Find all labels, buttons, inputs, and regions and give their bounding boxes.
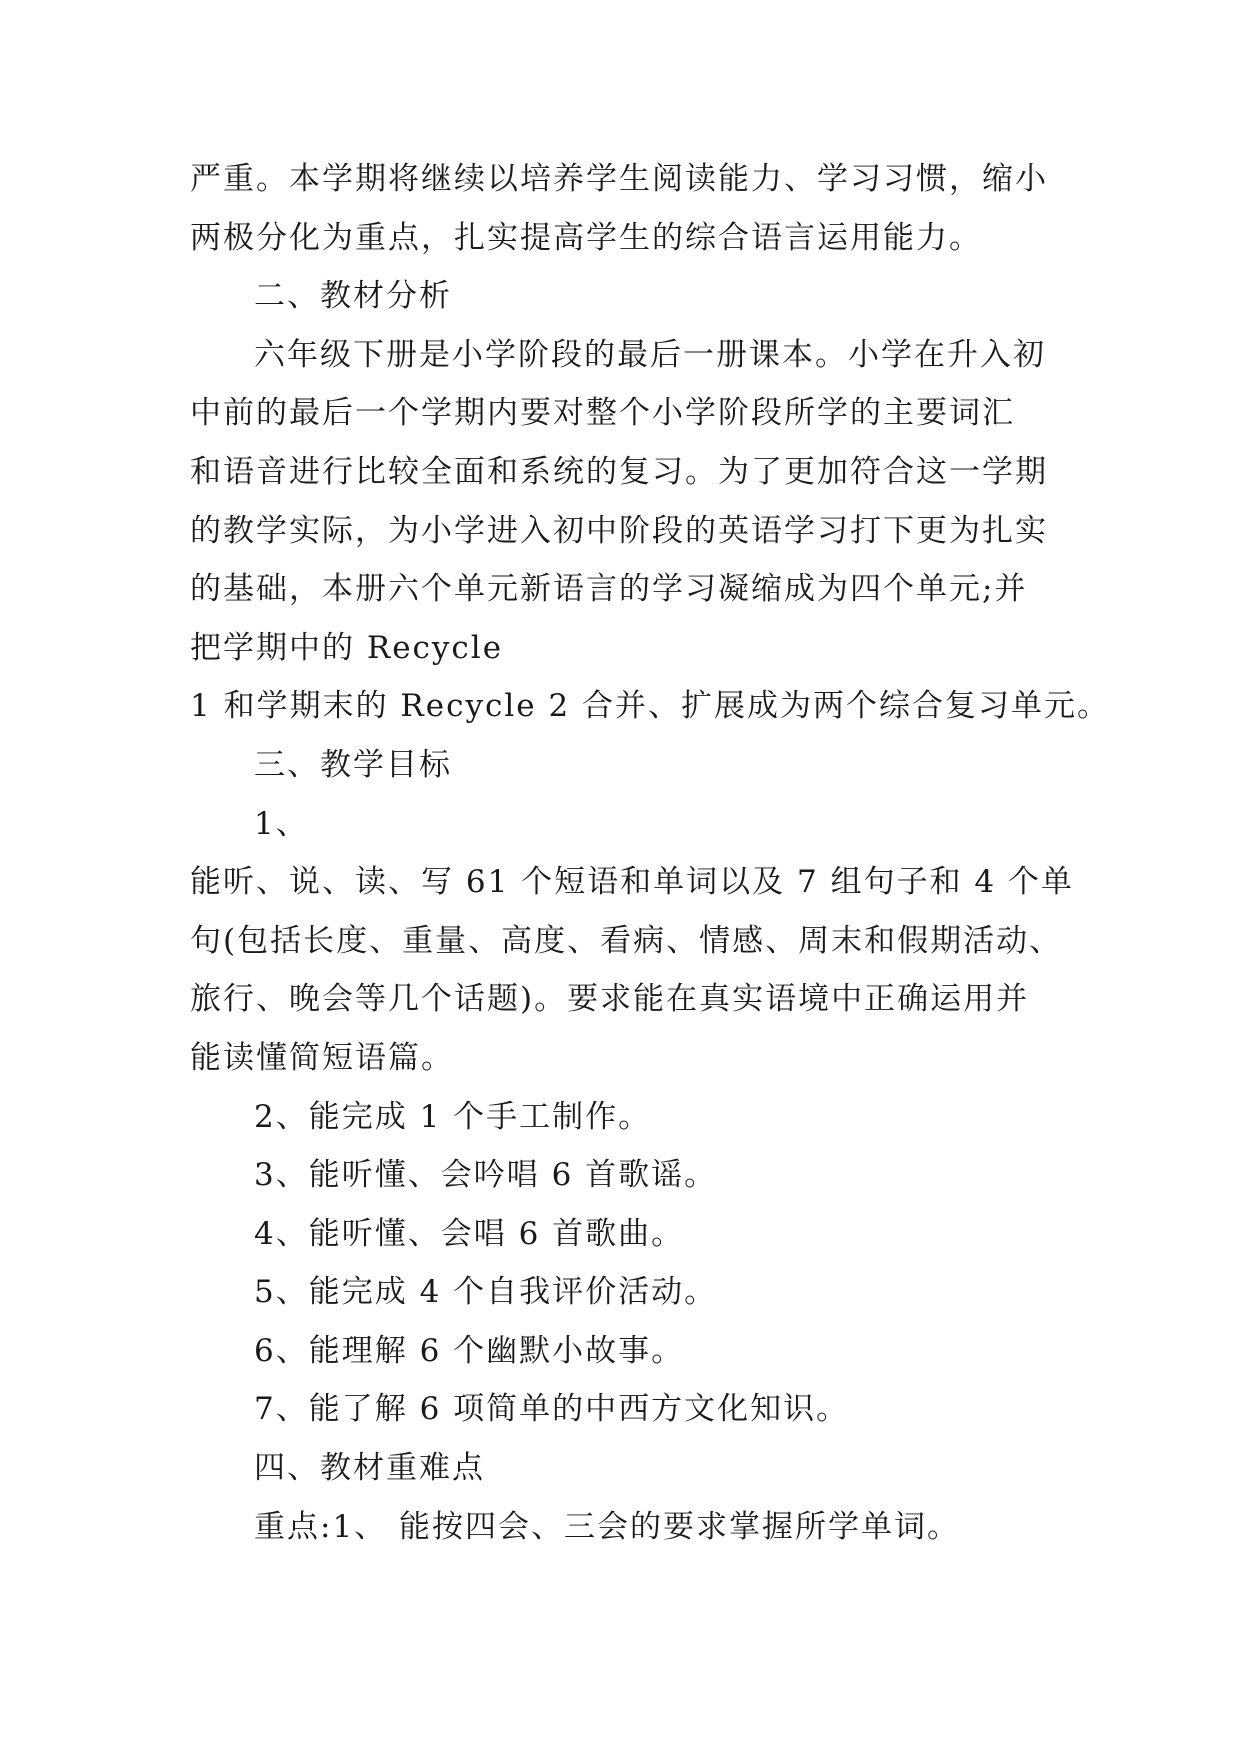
text-line: 六年级下册是小学阶段的最后一册课本。小学在升入初 bbox=[254, 336, 1046, 373]
text-line: 的基础，本册六个单元新语言的学习凝缩成为四个单元;并 bbox=[190, 571, 1028, 608]
section-heading: 二、教材分析 bbox=[254, 278, 452, 315]
section-heading: 四、教材重难点 bbox=[254, 1450, 485, 1487]
text-line: 能听、说、读、写 61 个短语和单词以及 7 组句子和 4 个单 bbox=[190, 864, 1075, 901]
text-line: 把学期中的 Recycle bbox=[190, 629, 504, 666]
list-item: 6、能理解 6 个幽默小故事。 bbox=[254, 1332, 685, 1369]
list-item: 2、能完成 1 个手工制作。 bbox=[254, 1098, 652, 1135]
text-line: 中前的最后一个学期内要对整个小学阶段所学的主要词汇 bbox=[190, 395, 1015, 432]
list-item: 4、能听懂、会唱 6 首歌曲。 bbox=[254, 1215, 685, 1252]
document-page bbox=[190, 150, 1111, 1556]
text-line: 1 和学期末的 Recycle 2 合并、扩展成为两个综合复习单元。 bbox=[190, 688, 1111, 725]
section-heading: 三、教学目标 bbox=[254, 746, 452, 783]
text-line: 严重。本学期将继续以培养学生阅读能力、学习习惯，缩小 bbox=[190, 161, 1048, 197]
text-line: 句(包括长度、重量、高度、看病、情感、周末和假期活动、 bbox=[190, 922, 1063, 959]
text-line: 和语音进行比较全面和系统的复习。为了更加符合这一学期 bbox=[190, 453, 1048, 490]
list-item-number: 1、 bbox=[254, 805, 309, 842]
text-line: 能读懂简短语篇。 bbox=[190, 1039, 454, 1076]
list-item: 5、能完成 4 个自我评价活动。 bbox=[254, 1274, 718, 1311]
text-line: 旅行、晚会等几个话题)。要求能在真实语境中正确运用并 bbox=[190, 981, 1030, 1018]
text-line: 的教学实际，为小学进入初中阶段的英语学习打下更为扎实 bbox=[190, 512, 1048, 549]
text-line: 重点:1、 能按四会、三会的要求掌握所学单词。 bbox=[254, 1508, 961, 1545]
list-item: 3、能听懂、会吟唱 6 首歌谣。 bbox=[254, 1157, 718, 1194]
text-line: 两极分化为重点，扎实提高学生的综合语言运用能力。 bbox=[190, 219, 982, 256]
list-item: 7、能了解 6 项简单的中西方文化知识。 bbox=[254, 1391, 850, 1428]
